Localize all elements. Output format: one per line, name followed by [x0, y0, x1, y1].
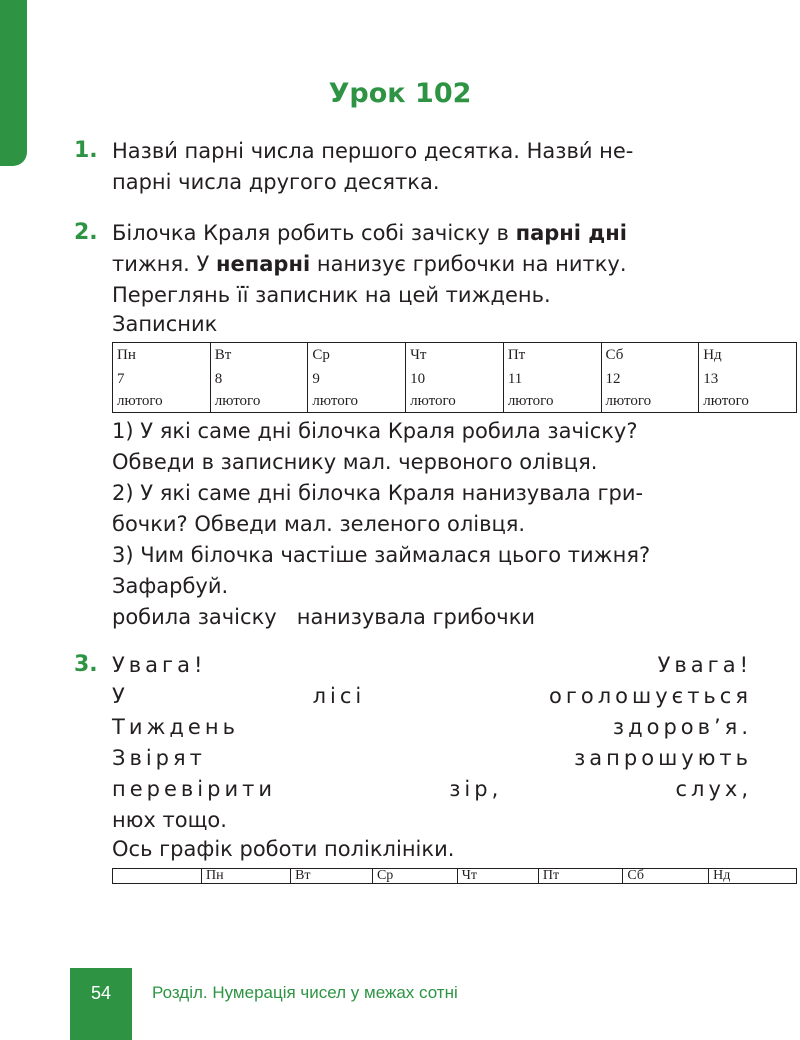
schedule-day-header: Пн: [202, 869, 291, 884]
schedule-header-empty: [113, 869, 202, 884]
task-2-line: Переглянь її записник на цей тиждень.: [112, 283, 551, 307]
answer-options: [112, 602, 752, 633]
notebook-day-cell[interactable]: Чт: [406, 343, 504, 368]
task-1-line: парні числа другого десятка.: [112, 170, 440, 194]
announcement-word: запрошують: [574, 746, 752, 770]
task-2-questions: [112, 416, 752, 633]
page-number: 54: [90, 983, 112, 1003]
announcement-word: лісі: [312, 684, 366, 708]
notebook-day-cell[interactable]: Нд: [699, 343, 797, 368]
announcement-line: [112, 774, 752, 805]
notebook-month-cell: лютого: [503, 391, 601, 413]
announcement-word: Увага!: [657, 653, 752, 677]
task-1-text: [112, 136, 752, 198]
task-3-number: 3.: [74, 652, 98, 677]
task-2-text-part: тижня. У: [112, 252, 216, 276]
announcement-word: Тиждень: [112, 715, 239, 739]
announcement-word: оголошується: [549, 684, 752, 708]
announcement-word: Увага!: [112, 653, 207, 677]
task-2-text-part: нанизує грибочки на нитку.: [310, 252, 627, 276]
task-2-bold-odd: непарні: [216, 252, 311, 276]
notebook-date-cell: 12: [601, 367, 699, 391]
notebook-date-cell: 7: [113, 367, 211, 391]
option-hairstyle[interactable]: робила зачіску: [112, 605, 277, 629]
notebook-date-cell: 9: [308, 367, 406, 391]
announcement-word: перевірити: [112, 777, 276, 801]
notebook-date-cell: 10: [406, 367, 504, 391]
task-1-line: Назви́ парні числа першого десятка. Назви́ не-: [112, 139, 634, 163]
announcement-word: У: [112, 684, 129, 708]
question-line: Обведи в записнику мал. червоного олівця.: [112, 450, 598, 474]
notebook-day-cell[interactable]: Вт: [210, 343, 308, 368]
notebook-month-cell: лютого: [308, 391, 406, 413]
announcement-last-line: нюх тощо.: [112, 808, 227, 832]
lesson-title: Урок 102: [328, 78, 472, 109]
announcement-line: [112, 650, 752, 681]
notebook-date-cell: 13: [699, 367, 797, 391]
section-footer: Розділ. Нумерація чисел у межах сотні: [152, 983, 458, 1002]
question-line: Зафарбуй.: [112, 574, 229, 598]
notebook-month-cell: лютого: [601, 391, 699, 413]
task-2-text: [112, 218, 752, 337]
clinic-schedule-table: [112, 868, 797, 884]
announcement-line: [112, 712, 752, 743]
announcement-line: [112, 743, 752, 774]
schedule-day-header: Ср: [372, 869, 457, 884]
notebook-month-cell: лютого: [210, 391, 308, 413]
notebook-day-cell[interactable]: Сб: [601, 343, 699, 368]
notebook-month-cell: лютого: [699, 391, 797, 413]
announcement-word: зір,: [449, 777, 503, 801]
task-2-line: [112, 249, 752, 280]
question-line: 1) У які саме дні білочка Краля робила зачіску?: [112, 419, 638, 443]
notebook-date-cell: 11: [503, 367, 601, 391]
question-line: бочки? Обведи мал. зеленого олівця.: [112, 512, 526, 536]
notebook-month-cell: лютого: [406, 391, 504, 413]
option-mushrooms[interactable]: нанизувала грибочки: [296, 605, 536, 629]
notebook-day-cell[interactable]: Пн: [113, 343, 211, 368]
announcement-line: [112, 681, 752, 712]
notebook-day-cell[interactable]: Пт: [503, 343, 601, 368]
question-line: 3) Чим білочка частіше займалася цього тижня?: [112, 543, 651, 567]
schedule-day-header: Сб: [623, 869, 709, 884]
task-2-line: [112, 218, 752, 249]
schedule-day-header: Нд: [709, 869, 797, 884]
notebook-table: [112, 342, 797, 413]
notebook-date-cell: 8: [210, 367, 308, 391]
task-3-text: [112, 650, 752, 862]
question-line: 2) У які саме дні білочка Краля нанизувала гри-: [112, 481, 644, 505]
announcement-word: Звірят: [112, 746, 206, 770]
task-2-bold-even-days: парні дні: [515, 221, 627, 245]
schedule-day-header: Чт: [457, 869, 538, 884]
task-2-number: 2.: [74, 220, 98, 245]
schedule-label: Ось графік роботи поліклініки.: [112, 837, 455, 861]
schedule-day-header: Пт: [538, 869, 622, 884]
page-number-box: [70, 968, 132, 1040]
schedule-day-header: Вт: [291, 869, 373, 884]
announcement-word: слух,: [675, 777, 752, 801]
notebook-month-cell: лютого: [113, 391, 211, 413]
notebook-day-cell[interactable]: Ср: [308, 343, 406, 368]
announcement-word: здоров’я.: [612, 715, 752, 739]
task-1-number: 1.: [74, 138, 98, 163]
notebook-label: Записник: [112, 312, 218, 336]
task-2-text-part: Білочка Краля робить собі зачіску в: [112, 221, 516, 245]
